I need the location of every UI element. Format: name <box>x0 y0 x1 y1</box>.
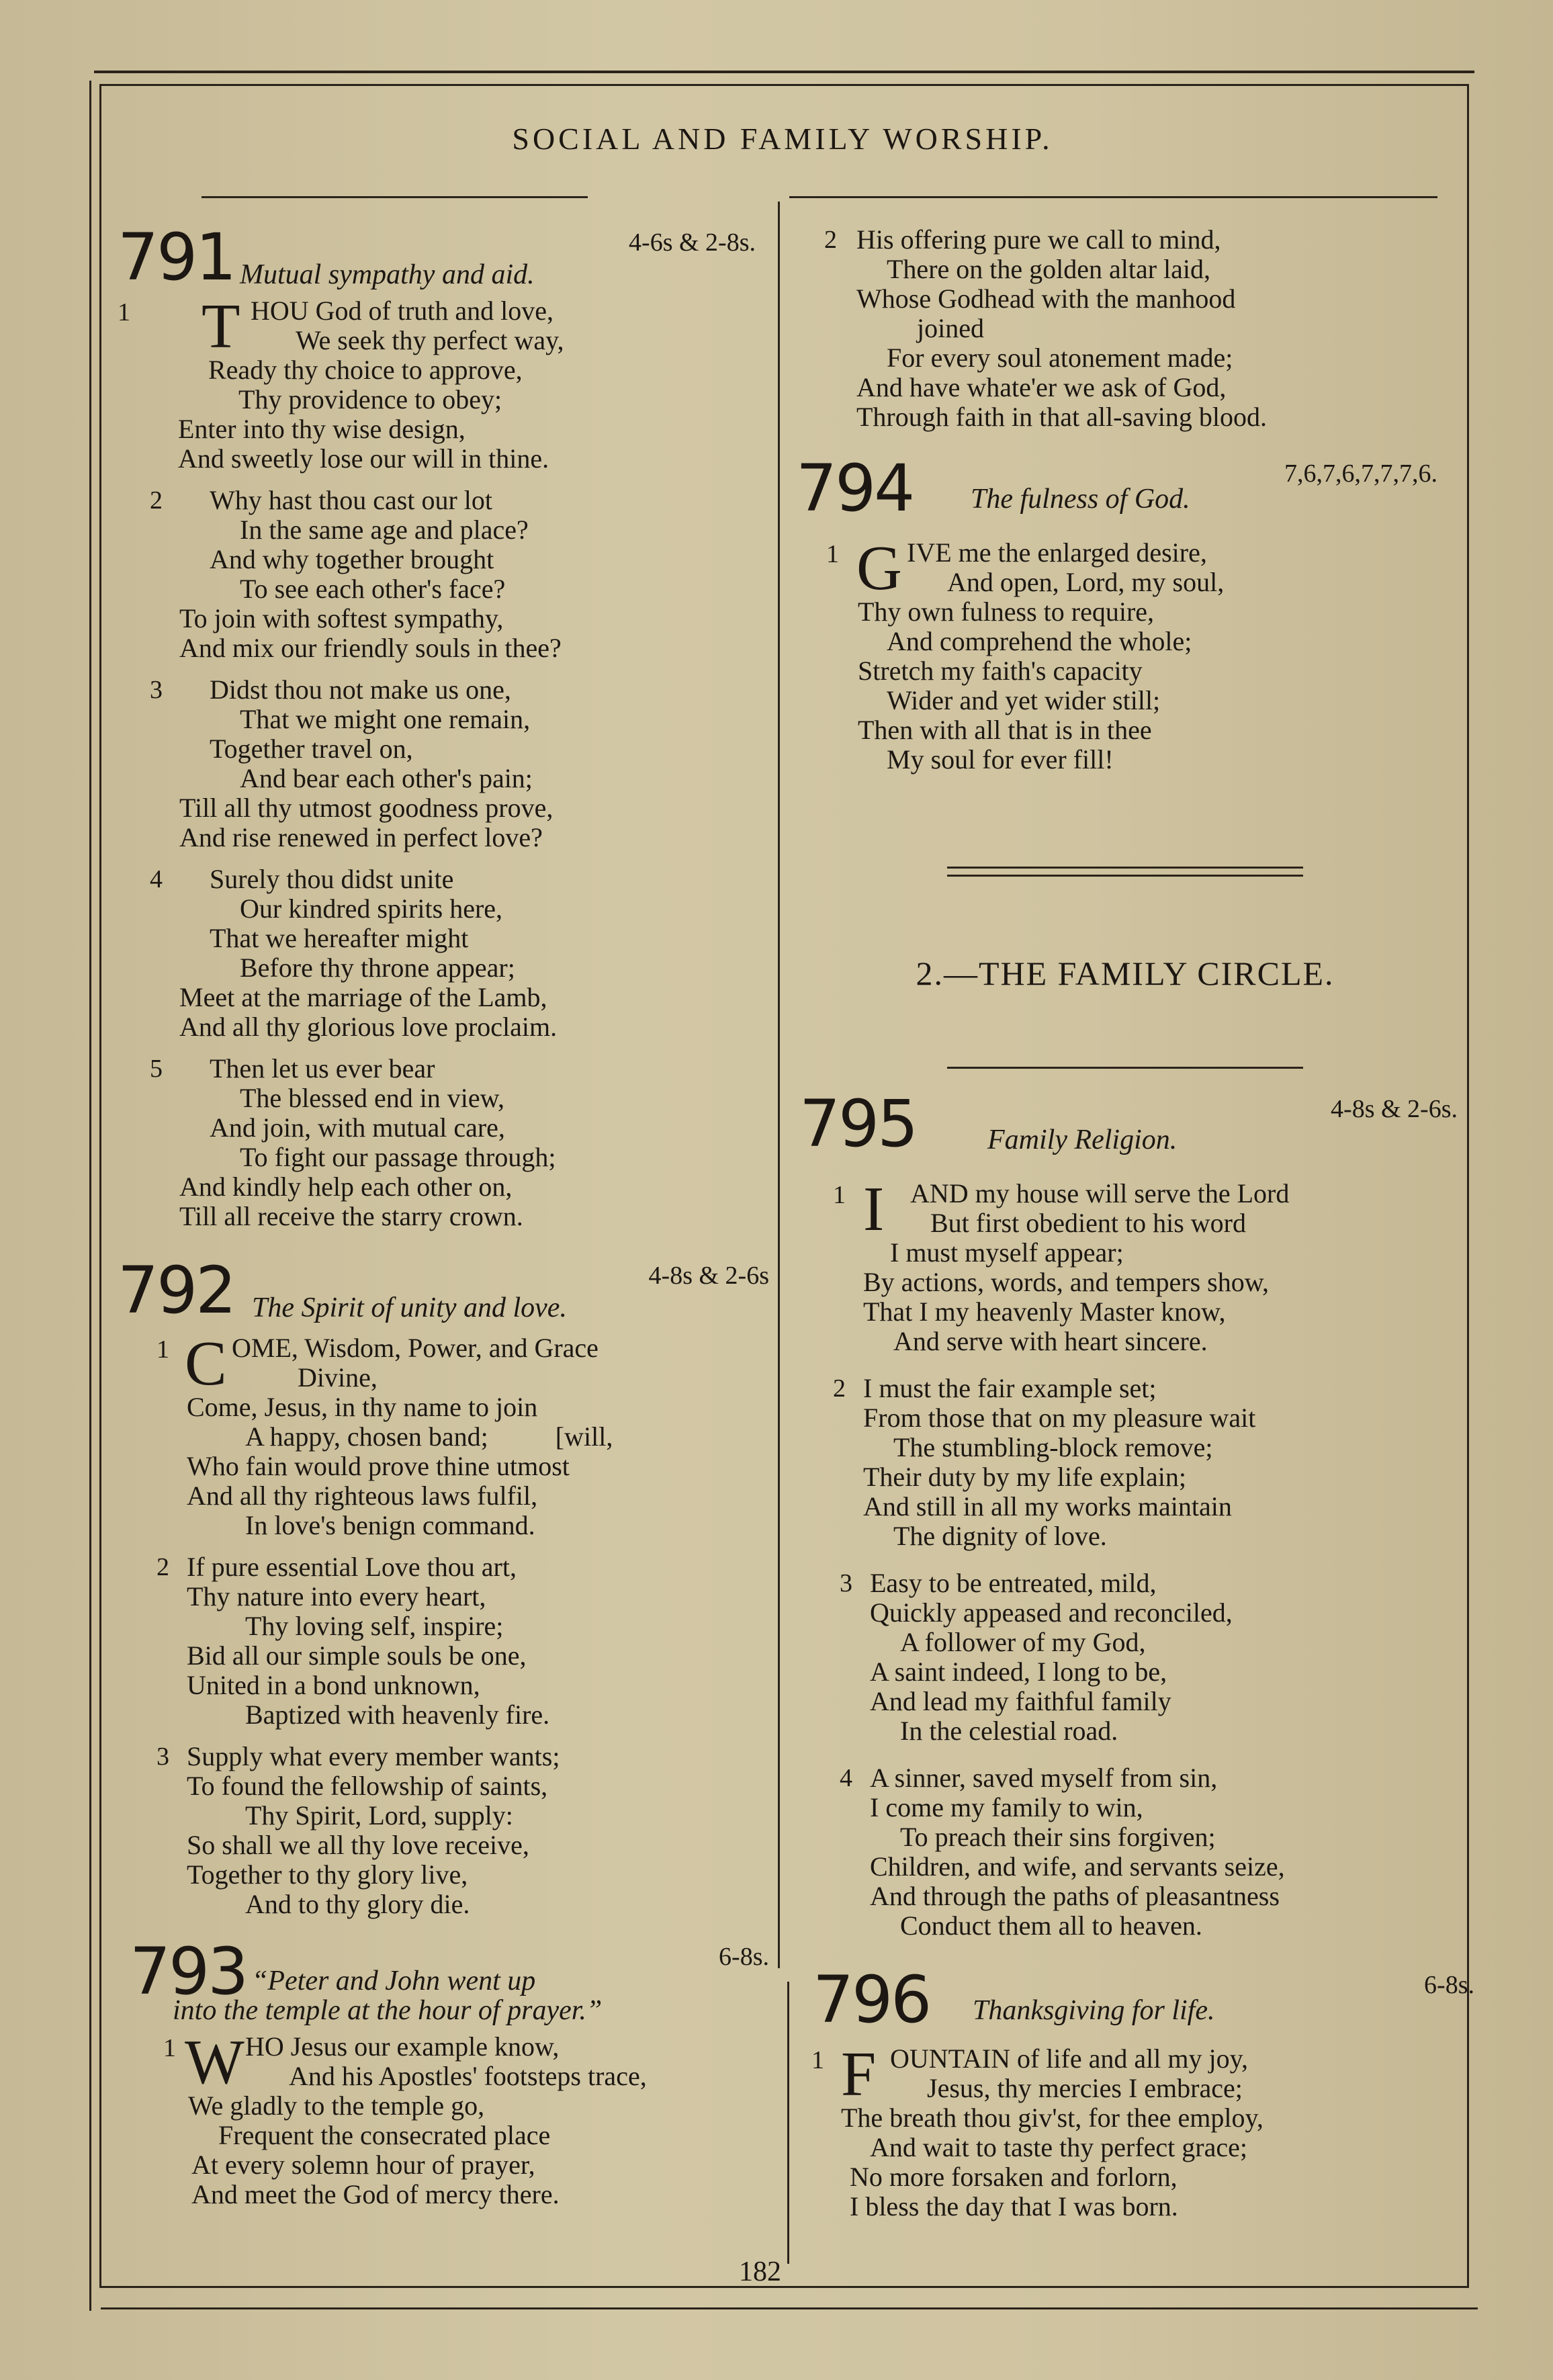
hymn-verse <box>118 865 762 1042</box>
verse-line: That we hereafter might <box>210 923 469 953</box>
verse-line: If pure essential Love thou art, <box>187 1552 517 1582</box>
hymn-verse <box>118 292 762 474</box>
section-rule <box>947 1067 1303 1069</box>
hymn-793-verse-2 <box>796 225 1451 432</box>
hymn-meter: 4-8s & 2-6s <box>648 1262 769 1290</box>
page-frame-left-rule <box>89 81 91 2311</box>
verse-line: And all thy righteous laws fulfil, <box>187 1481 538 1511</box>
verse-line: I must the fair example set; <box>863 1373 1157 1403</box>
verse-number: 1 <box>826 540 839 568</box>
verse-number: 2 <box>824 226 837 254</box>
verse-line: And rise renewed in perfect love? <box>179 822 543 852</box>
verse-line: And his Apostles' footsteps trace, <box>289 2061 647 2091</box>
section-title: 2.—THE FAMILY CIRCLE. <box>916 955 1335 992</box>
verse-line: Till all thy utmost goodness prove, <box>179 793 553 823</box>
verse-line: Wider and yet wider still; <box>887 685 1161 715</box>
verse-line: A happy, chosen band; [will, <box>245 1421 613 1452</box>
hymn-meter: 4-8s & 2-6s. <box>1331 1095 1458 1123</box>
hymn-794 <box>796 451 1451 775</box>
verse-line: We gladly to the temple go, <box>188 2090 485 2121</box>
hymn-793 <box>118 1934 769 2209</box>
hymn-verse <box>118 1054 762 1231</box>
verse-line: Divine, <box>298 1362 378 1393</box>
verse-line: To join with softest sympathy, <box>179 603 504 633</box>
page-frame-bottom-rule <box>101 2307 1478 2309</box>
verse-line: Then let us ever bear <box>210 1053 435 1084</box>
verse-number: 1 <box>163 2034 176 2062</box>
verse-line: Their duty by my life explain; <box>863 1462 1186 1492</box>
running-header: SOCIAL AND FAMILY WORSHIP. <box>512 122 1053 156</box>
hymn-796 <box>799 1962 1474 2221</box>
verse-line: IVE me the enlarged desire, <box>907 537 1207 568</box>
hymn-791 <box>118 220 762 1231</box>
verse-line: In love's benign command. <box>245 1510 535 1540</box>
verse-line: OUNTAIN of life and all my joy, <box>890 2043 1248 2074</box>
drop-cap: F <box>841 2039 877 2109</box>
right-column-bottom <box>799 1086 1474 2234</box>
hymn-meter: 4-6s & 2-8s. <box>629 228 756 257</box>
verse-line: joined <box>917 313 984 343</box>
hymn-verse <box>118 2027 762 2209</box>
hymn-792 <box>118 1253 769 1919</box>
verse-line: So shall we all thy love receive, <box>187 1830 529 1860</box>
verse-line: Bid all our simple souls be one, <box>187 1640 527 1671</box>
verse-number: 2 <box>150 486 163 515</box>
header-rule-left <box>202 196 588 198</box>
verse-line: And lead my faithful family <box>870 1686 1171 1716</box>
verse-line: My soul for ever fill! <box>887 744 1114 775</box>
verse-line: To see each other's face? <box>240 574 506 604</box>
verse-line: From those that on my pleasure wait <box>863 1403 1256 1433</box>
verse-number: 3 <box>157 1743 169 1771</box>
drop-cap: W <box>185 2027 245 2097</box>
verse-line: United in a bond unknown, <box>187 1670 480 1700</box>
verse-line: Who fain would prove thine utmost <box>187 1451 570 1481</box>
verse-line: And wait to taste thy perfect grace; <box>870 2132 1247 2162</box>
column-divider-lower <box>787 1982 789 2264</box>
verse-line: In the celestial road. <box>900 1716 1118 1746</box>
verse-number: 1 <box>157 1335 169 1364</box>
verse-line: Children, and wife, and servants seize, <box>870 1851 1285 1882</box>
verse-line: Come, Jesus, in thy name to join <box>187 1392 538 1422</box>
drop-cap: C <box>185 1329 227 1399</box>
hymn-verse <box>118 486 762 663</box>
hymn-number: 791 <box>118 220 235 295</box>
hymn-title: Thanksgiving for life. <box>973 1995 1215 2026</box>
verse-number: 1 <box>833 1181 846 1209</box>
verse-line: Till all receive the starry crown. <box>179 1201 523 1231</box>
verse-line: Why hast thou cast our lot <box>210 485 493 515</box>
verse-line: Surely thou didst unite <box>210 864 454 894</box>
verse-line: And bear each other's pain; <box>240 763 533 793</box>
verse-line: And mix our friendly souls in thee? <box>179 633 562 663</box>
hymn-verse <box>118 1742 762 1919</box>
hymn-meter: 6-8s. <box>719 1943 769 1971</box>
verse-line: And kindly help each other on, <box>179 1172 513 1202</box>
hymn-number: 795 <box>799 1086 917 1161</box>
verse-number: 5 <box>150 1055 163 1083</box>
verse-line: And have whate'er we ask of God, <box>856 372 1227 402</box>
column-divider <box>778 202 780 1968</box>
verse-line: Enter into thy wise design, <box>178 414 465 444</box>
verse-line: To fight our passage through; <box>240 1142 556 1172</box>
verse-line: I come my family to win, <box>870 1792 1143 1822</box>
verse-line: A follower of my God, <box>900 1627 1146 1657</box>
verse-line: In the same age and place? <box>240 515 529 545</box>
hymn-number: 796 <box>813 1962 930 2037</box>
hymn-title: The fulness of God. <box>971 484 1190 515</box>
verse-line: AND my house will serve the Lord <box>910 1178 1290 1208</box>
hymn-verse <box>799 2039 1454 2221</box>
hymn-verse <box>799 1569 1454 1746</box>
hymn-verse <box>118 1329 762 1540</box>
hymn-number: 792 <box>118 1253 235 1328</box>
verse-line: Stretch my faith's capacity <box>858 656 1143 686</box>
verse-line: A sinner, saved myself from sin, <box>870 1763 1218 1793</box>
verse-line: Thy Spirit, Lord, supply: <box>245 1800 513 1831</box>
verse-line: Easy to be entreated, mild, <box>870 1568 1157 1598</box>
verse-line: The blessed end in view, <box>240 1083 504 1113</box>
verse-line: I bless the day that I was born. <box>850 2191 1178 2221</box>
verse-number: 1 <box>118 298 130 326</box>
verse-line: Before thy throne appear; <box>240 953 515 983</box>
verse-line: Our kindred spirits here, <box>240 893 503 924</box>
verse-line: Didst thou not make us one, <box>210 674 511 705</box>
verse-line: Supply what every member wants; <box>187 1741 560 1771</box>
verse-line: OME, Wisdom, Power, and Grace <box>232 1333 598 1363</box>
verse-line: HO Jesus our example know, <box>245 2031 560 2062</box>
verse-number: 4 <box>150 865 163 893</box>
verse-number: 3 <box>150 676 163 704</box>
verse-line: Meet at the marriage of the Lamb, <box>179 982 547 1012</box>
verse-number: 1 <box>811 2046 824 2074</box>
verse-line: And all thy glorious love proclaim. <box>179 1012 558 1042</box>
verse-line: Jesus, thy mercies I embrace; <box>927 2073 1243 2103</box>
hymn-title: Mutual sympathy and aid. <box>240 259 535 290</box>
verse-line: We seek thy perfect way, <box>296 325 564 355</box>
verse-line: And comprehend the whole; <box>887 626 1192 656</box>
verse-line: The breath thou giv'st, for thee employ, <box>841 2103 1263 2133</box>
verse-line: That we might one remain, <box>240 704 531 734</box>
verse-line: By actions, words, and tempers show, <box>863 1267 1269 1297</box>
hymn-number: 793 <box>130 1934 247 2009</box>
hymn-verse <box>799 1763 1454 1941</box>
verse-line: I must myself appear; <box>890 1237 1124 1268</box>
verse-line: The stumbling-block remove; <box>893 1432 1213 1462</box>
drop-cap: I <box>863 1174 885 1244</box>
verse-line: Thy loving self, inspire; <box>245 1611 504 1641</box>
verse-line: Whose Godhead with the manhood <box>856 283 1236 314</box>
drop-cap: T <box>202 292 240 361</box>
verse-line: And meet the God of mercy there. <box>191 2179 560 2209</box>
verse-line: And why together brought <box>210 544 494 574</box>
hymn-title: Family Religion. <box>987 1125 1178 1155</box>
hymn-verse <box>118 675 762 852</box>
verse-line: Baptized with heavenly fire. <box>245 1700 550 1730</box>
verse-number: 2 <box>833 1374 846 1403</box>
verse-line: And through the paths of pleasantness <box>870 1881 1280 1911</box>
verse-line: And serve with heart sincere. <box>893 1326 1208 1356</box>
verse-number: 3 <box>840 1569 852 1597</box>
verse-line: There on the golden altar laid, <box>887 254 1211 284</box>
verse-line: Quickly appeased and reconciled, <box>870 1597 1233 1628</box>
drop-cap: G <box>856 533 902 603</box>
right-column-top <box>796 225 1451 787</box>
verse-line: HOU God of truth and love, <box>251 296 554 326</box>
verse-line: And to thy glory die. <box>245 1889 470 1919</box>
verse-line: Then with all that is in thee <box>858 715 1152 745</box>
verse-line: To preach their sins forgiven; <box>900 1822 1216 1852</box>
verse-line: And still in all my works maintain <box>863 1491 1232 1522</box>
left-column <box>118 220 769 2221</box>
verse-line: And open, Lord, my soul, <box>947 567 1225 597</box>
verse-line: To found the fellowship of saints, <box>187 1771 548 1801</box>
hymn-verse <box>799 1174 1454 1356</box>
hymn-verse <box>118 1552 762 1730</box>
page-number: 182 <box>739 2256 781 2287</box>
verse-line: Conduct them all to heaven. <box>900 1910 1202 1941</box>
verse-line: No more forsaken and forlorn, <box>850 2162 1178 2192</box>
hymn-meter: 6-8s. <box>1424 1971 1474 1999</box>
verse-line: For every soul atonement made; <box>887 343 1233 373</box>
verse-line: At every solemn hour of prayer, <box>191 2150 535 2180</box>
verse-line: And sweetly lose our will in thine. <box>178 443 549 474</box>
verse-line: The dignity of love. <box>893 1521 1107 1551</box>
verse-line: His offering pure we call to mind, <box>856 224 1221 255</box>
verse-number: 2 <box>157 1553 169 1581</box>
verse-line: Together to thy glory live, <box>187 1859 468 1890</box>
verse-line: Thy nature into every heart, <box>187 1581 486 1612</box>
section-rule-double-bottom <box>947 875 1303 877</box>
hymn-title: The Spirit of unity and love. <box>252 1292 567 1323</box>
hymn-number: 794 <box>796 451 914 526</box>
verse-line: That I my heavenly Master know, <box>863 1296 1226 1327</box>
hymn-verse <box>796 533 1451 775</box>
verse-line: Ready thy choice to approve, <box>208 355 523 385</box>
verse-line: Through faith in that all-saving blood. <box>856 402 1267 432</box>
section-rule-double-top <box>947 867 1303 869</box>
hymn-verse <box>799 1374 1454 1551</box>
verse-line: Together travel on, <box>210 734 413 764</box>
hymn-title: “Peter and John went up <box>252 1966 536 1996</box>
hymn-795 <box>799 1086 1458 1941</box>
verse-line: Thy own fulness to require, <box>858 597 1155 627</box>
header-rule-right <box>789 196 1437 198</box>
verse-line: Thy providence to obey; <box>238 384 502 414</box>
verse-line: But first obedient to his word <box>930 1208 1246 1238</box>
verse-number: 4 <box>840 1764 852 1792</box>
verse-line: A saint indeed, I long to be, <box>870 1657 1167 1687</box>
verse-line: And join, with mutual care, <box>210 1112 505 1143</box>
hymn-title: into the temple at the hour of prayer.” <box>173 1995 603 2026</box>
hymn-meter: 7,6,7,6,7,7,7,6. <box>1284 459 1437 488</box>
verse-line: Frequent the consecrated place <box>218 2120 551 2150</box>
